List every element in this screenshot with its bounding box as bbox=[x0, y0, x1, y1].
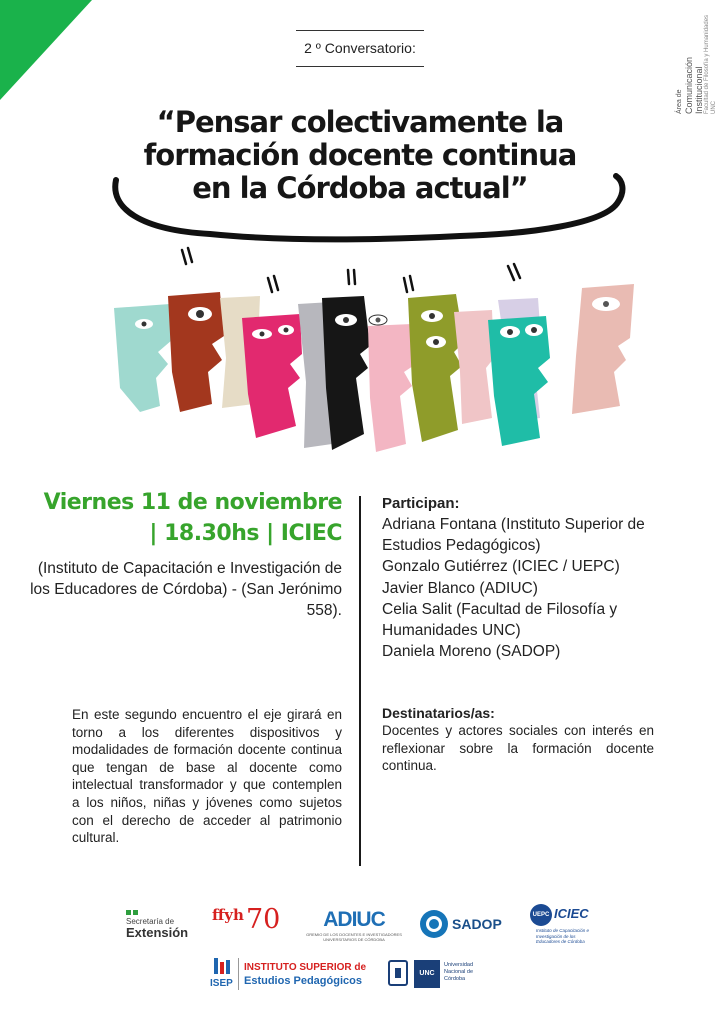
sadop-icon bbox=[420, 910, 448, 938]
participants-heading: Participan: bbox=[382, 495, 460, 512]
side-logo-line1: Área de bbox=[676, 89, 683, 114]
face-teal-right bbox=[488, 316, 550, 446]
face-magenta bbox=[242, 314, 302, 438]
isep-logo bbox=[210, 956, 370, 996]
speech-bubble-outline bbox=[115, 176, 622, 240]
isep-separator bbox=[238, 958, 239, 990]
participants-list bbox=[382, 514, 682, 662]
isep-line2: Estudios Pedagógicos bbox=[244, 975, 362, 987]
sadop-logo bbox=[420, 910, 510, 940]
extension-small: Secretaría de bbox=[126, 917, 175, 926]
ffyh-text: ffyh bbox=[212, 906, 244, 924]
face-rose bbox=[454, 310, 494, 424]
event-description: En este segundo encuentro el eje girará en torno a los diferentes dispositivos y modalidades de formación docente continua que tengan de base al docente como intelectual transformador y que contemplen a los niños, niñas y jóvenes como sujetos con el derecho de acceder al patrimonio cultural. bbox=[72, 707, 342, 846]
adiuc-logo bbox=[304, 908, 404, 942]
talking-faces-illustration bbox=[100, 168, 640, 468]
iciec-sub: Instituto de Capacitación e Investigación de los Educadores de Córdoba bbox=[536, 928, 590, 944]
face-rust bbox=[168, 292, 224, 412]
isep-mark-icon bbox=[212, 958, 232, 976]
sadop-text: SADOP bbox=[452, 916, 502, 932]
unc-logo bbox=[388, 958, 488, 992]
isep-abbr: ISEP bbox=[210, 978, 233, 989]
sponsor-logos bbox=[0, 898, 720, 1008]
extension-big: Extensión bbox=[126, 925, 189, 940]
uepc-badge: UEPC bbox=[530, 904, 552, 926]
extension-logo bbox=[126, 910, 196, 940]
participant-item: Celia Salit (Facultad de Filosofía y Humanidades UNC) bbox=[382, 600, 618, 640]
corner-triangle bbox=[0, 0, 92, 100]
face-teal-left bbox=[114, 304, 172, 412]
column-divider bbox=[359, 496, 361, 866]
audience-text: Docentes y actores sociales con interés en reflexionar sobre la formación docente continua. bbox=[382, 723, 654, 773]
face-salmon bbox=[572, 284, 634, 414]
participant-item: Javier Blanco (ADIUC) bbox=[382, 579, 538, 597]
audience-heading: Destinatarios/as: bbox=[382, 705, 495, 721]
ffyh-number: 70 bbox=[246, 904, 281, 935]
participants-section bbox=[382, 494, 682, 662]
event-venue: (Instituto de Capacitación e Investigación de los Educadores de Córdoba) - (San Jerónimo 558). bbox=[30, 560, 342, 619]
iciec-text: ICIEC bbox=[554, 906, 589, 921]
ffyh-70-logo bbox=[212, 906, 288, 946]
comunicacion-institucional-logo bbox=[676, 14, 716, 122]
event-details bbox=[22, 488, 342, 621]
event-kicker: 2 º Conversatorio: bbox=[296, 30, 424, 67]
event-time-place: | 18.30hs | ICIEC bbox=[149, 521, 342, 546]
audience-section bbox=[382, 704, 654, 775]
speech-marks bbox=[182, 248, 520, 292]
side-logo-line2: Comunicación Institucional bbox=[684, 56, 704, 114]
adiuc-sub: GREMIO DE LOS DOCENTES E INVESTIGADORES UNIVERSITARIOS DE CÓRDOBA bbox=[306, 932, 402, 942]
participant-item: Gonzalo Gutiérrez (ICIEC / UEPC) bbox=[382, 558, 620, 576]
unc-sub: Universidad Nacional de Córdoba bbox=[444, 962, 474, 982]
event-title: “Pensar colectivamente la formación docente continua en la Córdoba actual” bbox=[143, 105, 577, 205]
unc-seal-icon bbox=[388, 960, 408, 986]
participant-item: Adriana Fontana (Instituto Superior de Estudios Pedagógicos) bbox=[382, 516, 645, 555]
face-pink-light bbox=[368, 315, 416, 452]
uepc-iciec-logo bbox=[530, 902, 594, 952]
isep-line1: INSTITUTO SUPERIOR de bbox=[244, 962, 367, 973]
unc-box: UNC bbox=[414, 960, 440, 988]
event-date: Viernes 11 de noviembre bbox=[43, 490, 342, 515]
adiuc-text: ADIUC bbox=[323, 908, 385, 931]
side-logo-line3: Facultad de Filosofía y Humanidades UNC bbox=[704, 14, 717, 114]
participant-item: Daniela Moreno (SADOP) bbox=[382, 643, 561, 661]
